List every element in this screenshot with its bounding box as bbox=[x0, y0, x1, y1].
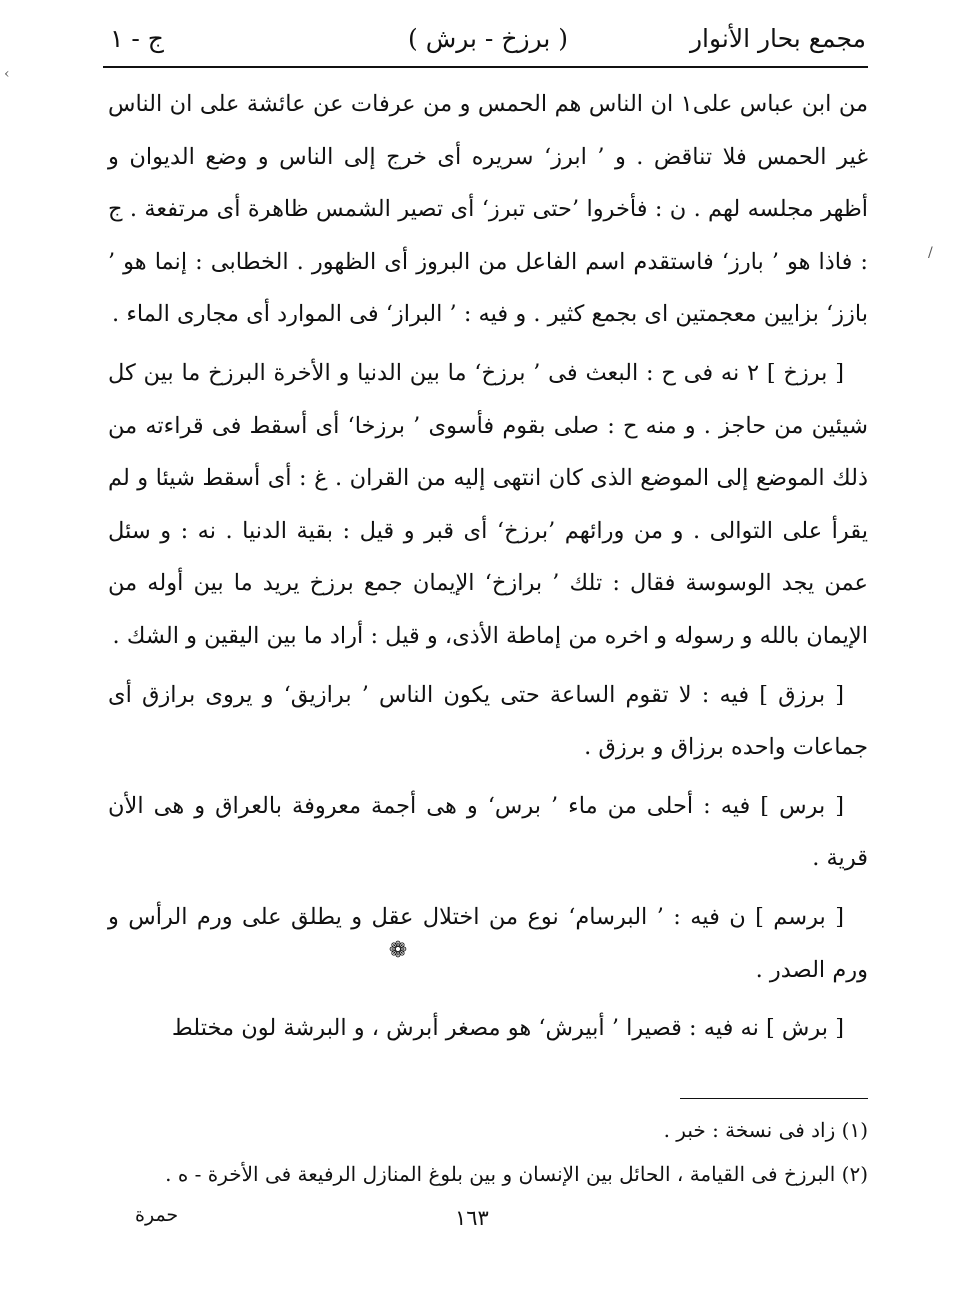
header-rule bbox=[103, 66, 868, 68]
footnotes bbox=[108, 1108, 868, 1196]
paragraph-continuation: من ابن عباس على١ ان الناس هم الحمس و من عرفات عن عائشة على ان الناس غير الحمس فلا تناقض . و ’ ابرز‘ سريره أى خرج إلى الناس و وضع الديوان و أظهر مجلسه لهم . ن : فأخروا ’حتى تبرز‘ أى تصير الشمس ظاهرة أى مرتفعة . ج : فاذا هو ’ بارز‘ فاستقدم اسم الفاعل من البروز أى الظهور . الخطابى : إنما هو ’ بازز‘ بزايين معجمتين اى بجمع كثير . و فيه : ’ البراز‘ فى الموارد أى مجارى الماء . bbox=[108, 91, 868, 328]
book-title: مجمع بحار الأنوار bbox=[689, 24, 866, 53]
entry-range: ( برزخ - برش ) bbox=[408, 24, 568, 53]
entry-barzakh: [ برزخ ] ٢ نه فى ح : البعث فى ’ برزخ‘ ما بين الدنيا و الأخرة البرزخ ما بين كل شيئين من حاجز . و منه ح : صلى بقوم فأسوى ’ برزخا‘ أى أسقط فى قراءته من ذلك الموضع إلى الموضع الذى كان انتهى إليه من القران . غ : أى أسقط شيئا و لم يقرأ على التوالى . و من ورائهم ’برزخ‘ أى قبر و قيل : بقية الدنيا . نه : و سئل عمن يجد الوسوسة فقال : تلك ’ برازخ‘ الإيمان جمع برزخ يريد ما بين أوله من الإيمان بالله و رسوله و اخره من إماطة الأذى، و قيل : أراد ما بين اليقين و الشك . bbox=[108, 359, 868, 649]
running-header bbox=[110, 14, 866, 64]
footnote-2: (٢) البرزخ فى القيامة ، الحائل بين الإنسان و بين بلوغ المنازل الرفيعة فى الأخرة - ه . bbox=[165, 1162, 868, 1186]
main-text: من ابن عباس على١ ان الناس هم الحمس و من عرفات عن عائشة على ان الناس غير الحمس فلا تناقض . و ’ ابرز‘ سريره أى خرج إلى الناس و وضع الديوان و أظهر مجلسه لهم . ن : فأخروا ’حتى تبرز‘ أى تصير الشمس ظاهرة أى مرتفعة . ج : فاذا هو ’ بارز‘ فاستقدم اسم الفاعل من البروز أى الظهور . الخطابى : إنما هو ’ بازز‘ بزايين معجمتين اى بجمع كثير . و فيه : ’ البراز‘ فى الموارد أى مجارى الماء . [ برزخ ] ٢ نه فى ح : البعث فى ’ برزخ‘ ما بين الدنيا و الأخرة البرزخ ما بين كل شيئين من حاجز . و منه ح : صلى بقوم فأسوى ’ برزخا‘ أى أسقط فى قراءته من ذلك الموضع إلى الموضع الذى كان انتهى إليه من القران . غ : أى أسقط شيئا و لم يقرأ على التوالى . و من ورائهم ’برزخ‘ أى قبر و قيل : بقية الدنيا . نه : و سئل عمن يجد الوسوسة فقال : تلك ’ برازخ‘ الإيمان جمع برزخ يريد ما بين أوله من الإيمان بالله و رسوله و اخره من إماطة الأذى، و قيل : أراد ما بين اليقين و الشك . [ برزق ] فيه : لا تقوم الساعة حتى يكون الناس ’ برازيق‘ و يروى برازق أى جماعات واحده برزاق و برزق . [ برس ] فيه : أحلى من ماء ’ برس‘ و هى أجمة معروفة بالعراق و هى الأن قرية . [ برسم ] ن فيه : ’ البرسام‘ نوع من اختلال عقل و يطلق على ورم الرأس و ورم الصدر . ❁ [ برش ] نه فيه : قصيرا ’ أبيرش‘ هو مصغر أبرش ، و البرشة لون مختلط bbox=[108, 78, 868, 1061]
catchword: حمرة bbox=[135, 1204, 179, 1226]
entry-barash: [ برش ] نه فيه : قصيرا ’ أبيرش‘ هو مصغر أبرش ، و البرشة لون مختلط bbox=[171, 1015, 844, 1042]
footnote-1: (١) زاد فى نسخة : خبر . bbox=[663, 1118, 868, 1142]
margin-mark-icon: ‹ bbox=[4, 66, 10, 82]
footnote-rule bbox=[680, 1098, 868, 1099]
margin-mark-icon: / bbox=[928, 245, 933, 261]
volume-number: ج - ١ bbox=[110, 24, 164, 53]
page-number: ١٦٣ bbox=[455, 1206, 489, 1230]
entry-barsam: [ برسم ] ن فيه : ’ البرسام‘ نوع من اختلال عقل و يطلق على ورم الرأس و ورم الصدر . bbox=[108, 903, 868, 983]
entry-bars: [ برس ] فيه : أحلى من ماء ’ برس‘ و هى أجمة معروفة بالعراق و هى الأن قرية . bbox=[108, 792, 868, 872]
entry-barzaq: [ برزق ] فيه : لا تقوم الساعة حتى يكون الناس ’ برازيق‘ و يروى برازق أى جماعات واحده برزاق و برزق . bbox=[108, 681, 868, 761]
